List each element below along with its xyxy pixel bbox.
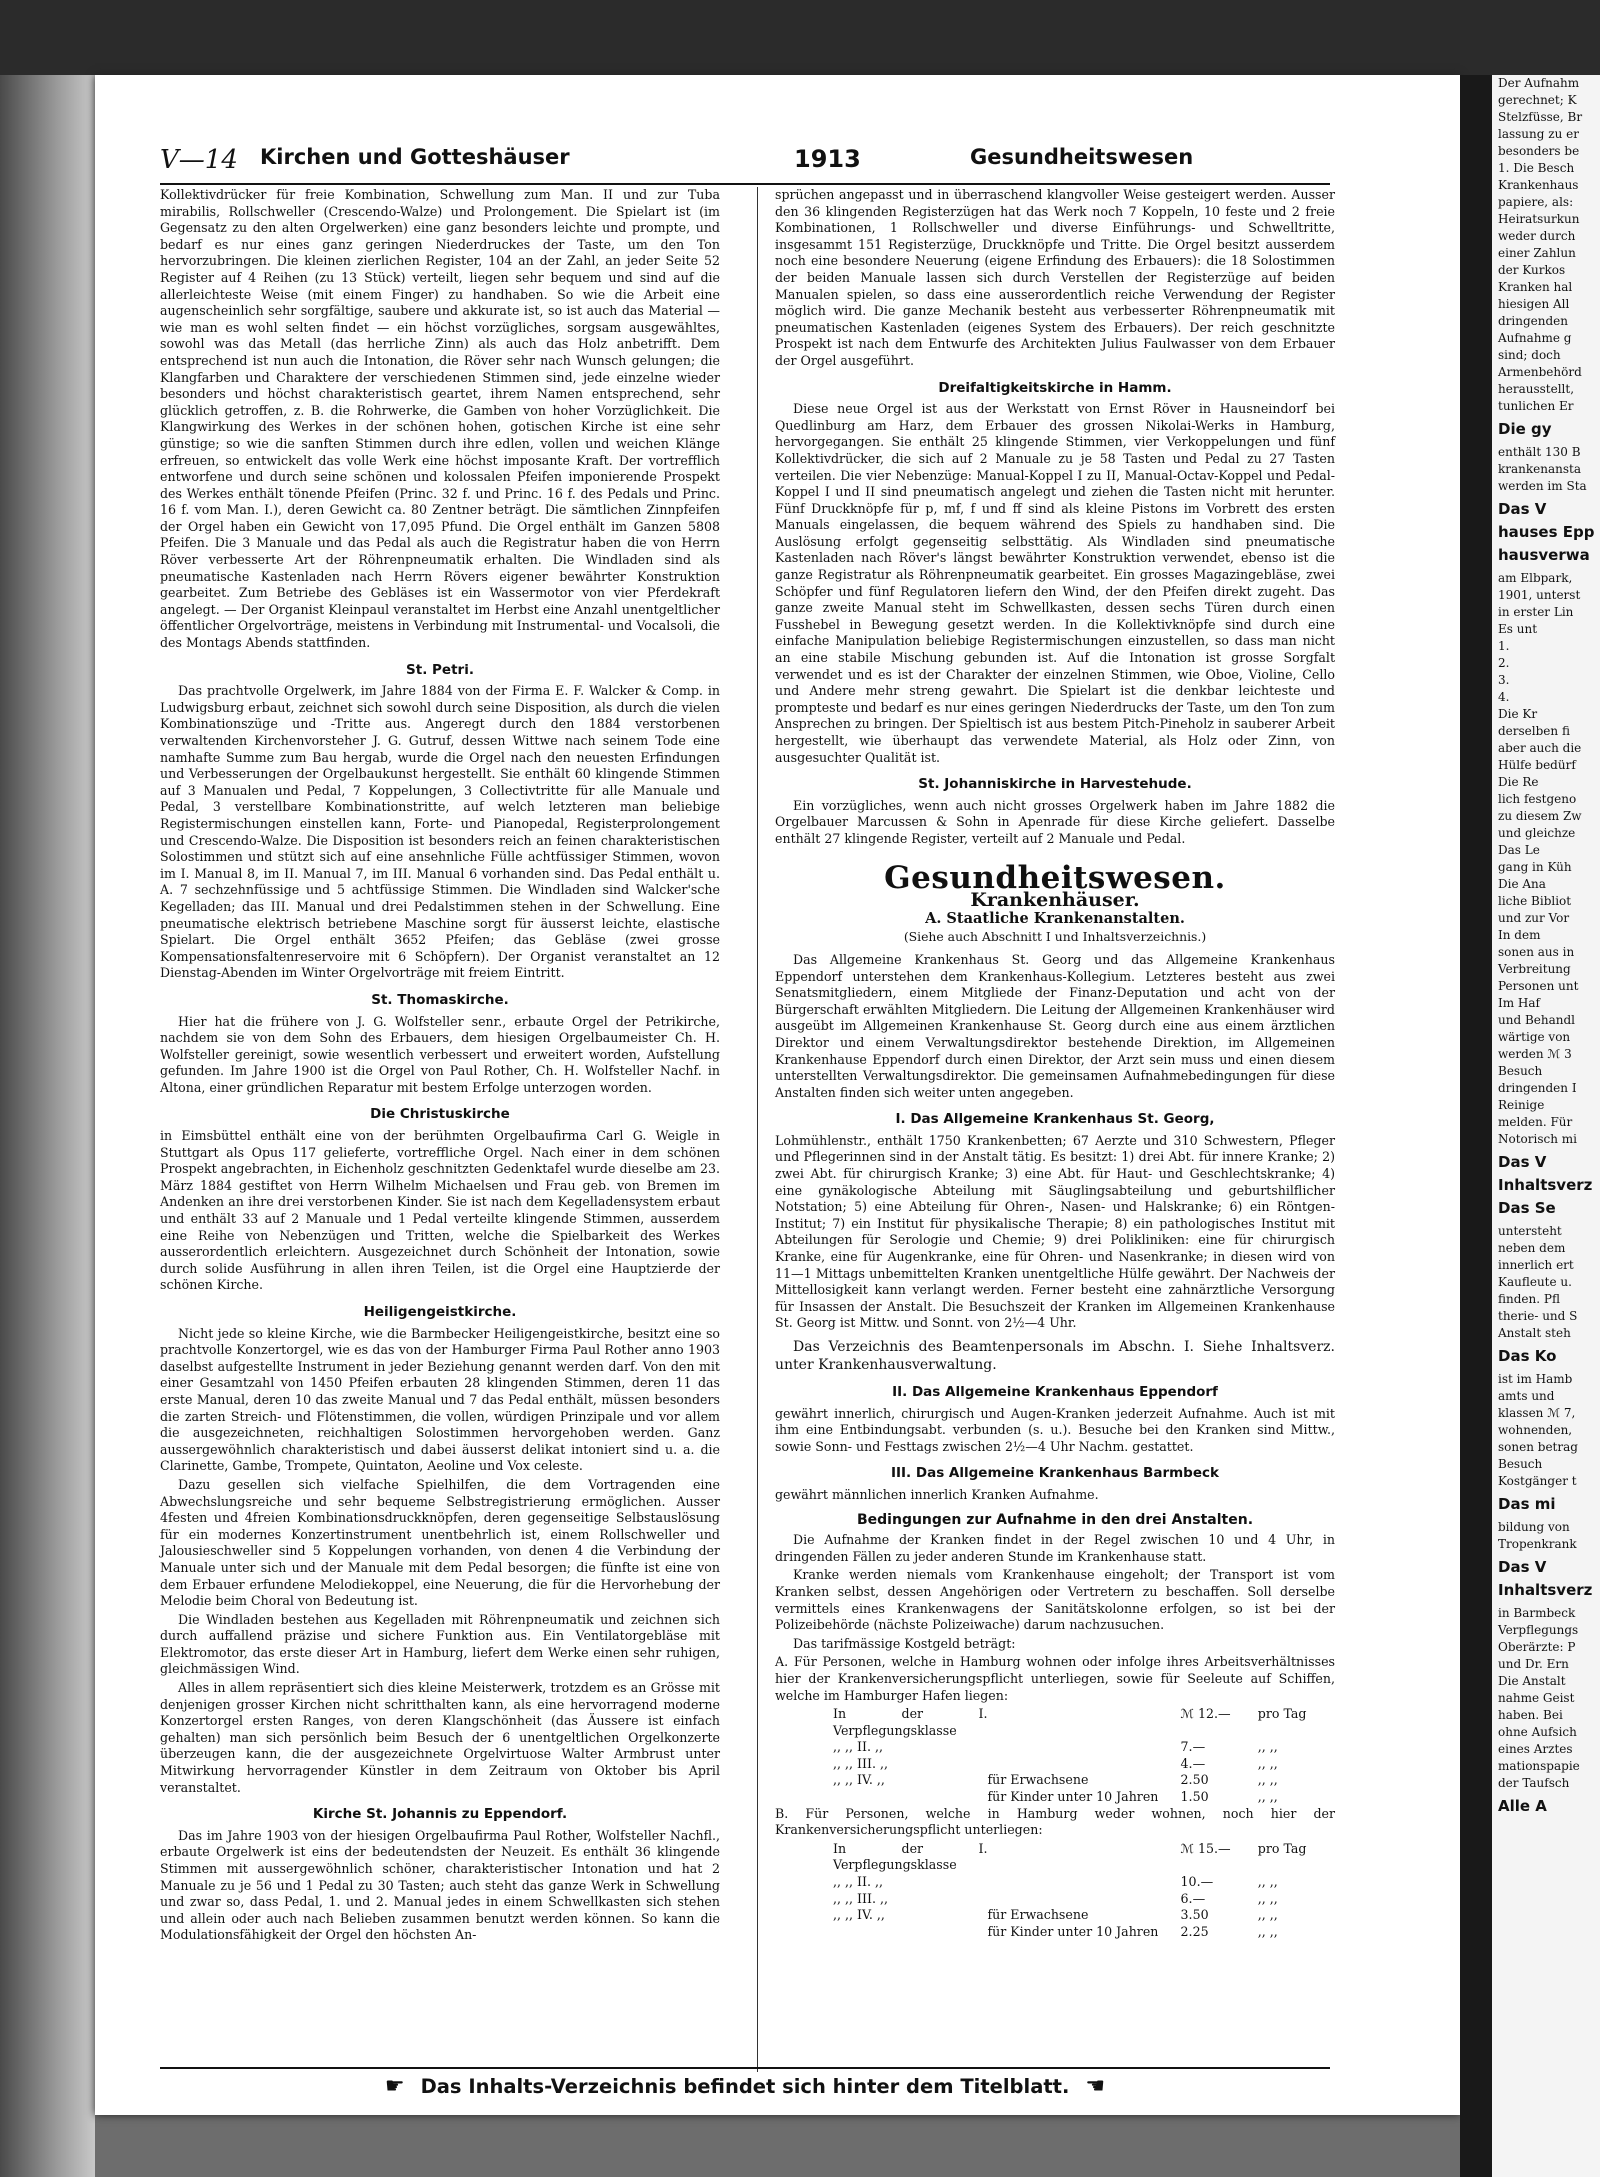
paragraph: Nicht jede so kleine Kirche, wie die Barmbecker Heiligengeistkirche, besitzt eine so prachtvolle Konzertorgel, wie es das von der Hamburger Firma Paul Rother anno 1903 daselbst aufgestellte Instrument in jeder Beziehung genannt werden darf. Von den mit einer Gesamtzahl von 1450 Pfeifen erbauten 28 klingenden Stimmen, deren 11 das erste Manual, deren 10 das zweite Manual und 7 das Pedal enthält, müssen besonders die zarten Streich- und Flötenstimmen, die vollen, würdigen Prinzipale und vor allem die ausgezeichneten, reichhaltigen Solostimmen hervorgehoben werden. Ganz aussergewöhnlich charakteristisch und dabei äusserst delikat intoniert sind u. a. die Clarinette, Gambe, Trompete, Quintaton, Aeoline und Vox celeste. bbox=[160, 1325, 720, 1474]
adjacent-page-text-fragment: Das mi bbox=[1498, 1495, 1556, 1513]
adjacent-page-text-fragment: in erster Lin bbox=[1498, 605, 1574, 619]
footer-notice: Das Inhalts-Verzeichnis befindet sich hinter dem Titelblatt. bbox=[420, 2075, 1070, 2098]
adjacent-page-text-fragment: bildung von bbox=[1498, 1520, 1570, 1534]
adjacent-page-text-fragment: tunlichen Er bbox=[1498, 399, 1574, 413]
adjacent-page-text-fragment: Das V bbox=[1498, 1153, 1547, 1171]
adjacent-page-text-fragment: liche Bibliot bbox=[1498, 894, 1572, 908]
adjacent-page-text-fragment: hausverwa bbox=[1498, 546, 1590, 564]
section-heading: Die Christuskirche bbox=[370, 1106, 510, 1123]
fee-unit: ,, ,, bbox=[1257, 1907, 1278, 1923]
fee-amount: ℳ 15.— bbox=[1180, 1840, 1231, 1856]
fee-category bbox=[987, 1706, 1180, 1739]
adjacent-page-text-fragment: Kostgänger t bbox=[1498, 1474, 1577, 1488]
fee-clause-a: A. Für Personen, welche in Hamburg wohnen oder infolge ihres Arbeitsverhältnisses hier der Krankenversicherungspflicht unterliegen, sowie für Seeleute auf Schiffen, welche im Hamburger Hafen liegen: bbox=[775, 1654, 1335, 1703]
fee-category bbox=[987, 1756, 1180, 1773]
paragraph: Alles in allem repräsentiert sich dies kleine Meisterwerk, trotzdem es an Grösse mit denjenigen grosser Kirchen nicht schritthalten kann, als eine hervorragend moderne Konzertorgel ersten Ranges, von deren Klangschönheit (das Äussere ist einfach gehalten) man sich persönlich beim Besuch der 6 unentgeltlichen Orgelkonzerte überzeugen kann, die der ausgezeichnete Orgelvirtuose Walter Armbrust unter Mitwirkung hervorragender Künstler in dem Zeitraum von Oktober bis April veranstaltet. bbox=[160, 1680, 720, 1795]
adjacent-page-text-fragment: gerechnet; K bbox=[1498, 93, 1577, 107]
fee-category bbox=[987, 1841, 1180, 1874]
adjacent-page-text-fragment: Besuch bbox=[1498, 1457, 1543, 1471]
adjacent-page-text-fragment: klassen ℳ 7, bbox=[1498, 1406, 1576, 1420]
paragraph: Das im Jahre 1903 von der hiesigen Orgelbaufirma Paul Rother, Wolfsteller Nachfl., erbaute Orgelwerk ist eins der bedeutendsten der Neuzeit. Es enthält 36 klingende Stimmen mit aussergewöhnlich schöner, charakteristischer Intonation und hat 2 Manuale zu je 56 und 1 Pedal zu 30 Tasten; auch steht das ganze Werk in Schwellung und zwar so, dass Pedal, 1. und 2. Manual jedes in einem Schwellkasten sich stehen und allein oder auch nach Belieben zusammen benutzt werden können. So kann die Modulationsfähigkeit der Orgel den höchsten An- bbox=[160, 1827, 720, 1943]
paragraph: Diese neue Orgel ist aus der Werkstatt von Ernst Röver in Hausneindorf bei Quedlinburg am Harz, dem Erbauer des grossen Nikolai-Werks in Hamburg, hervorgegangen. Sie enthält 25 klingende Stimmen, vier Verkoppelungen und fünf Kollektivdrücker, die sich auf 2 Manuale zu je 58 Tasten und Pedal zu 27 Tasten verteilen. Die vier Nebenzüge: Manual-Koppel I zu II, Manual-Octav-Koppel und Pedal-Koppel I und II sind pneumatisch angelegt und ziehen die Tasten nicht mit herunter. Fünf Druckknöpfe für p, mf, f und ff sind als kleine Pistons im Vorbrett des ersten Manuals eingelassen, die bequem während des Spiels zu handhaben sind. Die Auslösung erfolgt gegenseitig selbsttätig. Als Windladen sind pneumatische Kastenladen nach Röver's längst bewährter Konstruktion verwendet, ebenso ist die ganze Registratur als Röhrenpneumatik gearbeitet. Ein grosses Magazingebläse, zwei Schöpfer und fünf Regulatoren liefern den Wind, der den Pfeifen direkt zugeht. Das ganze zweite Manual steht im Schwellkasten, dessen sechs Türen durch einen Fusshebel in Bewegung gesetzt werden. In die Kollektivknöpfe sind durch eine einfache Manipulation beliebige Registermischungen einzustellen, so dass man nicht an eine stabile Mischung gebunden ist. Auf die Intonation ist grosse Sorgfalt verwendet und es ist der Charakter der einzelnen Stimmen, wie Oboe, Violine, Cello und Andere mehr streng gewahrt. Die Spielart ist die denkbar leichteste und prompteste und bedarf es nur eines geringen Niederdrucks der Taste, um den Ton zum Ansprechen zu bringen. Der Spieltisch ist aus bestem Pitch-Pineholz in sauberer Arbeit hergestellt, wie überhaupt das verwendete Material, als Holz oder Zinn, von ausgesuchter Qualität ist. bbox=[775, 401, 1335, 765]
fee-category: für Kinder unter 10 Jahren bbox=[987, 1923, 1159, 1939]
fee-unit: ,, ,, bbox=[1257, 1923, 1278, 1939]
newspaper-page bbox=[95, 75, 1460, 2115]
scan-background-top bbox=[0, 0, 1600, 75]
paragraph: in Eimsbüttel enthält eine von der berühmten Orgelbaufirma Carl G. Weigle in Stuttgart als Opus 117 gelieferte, vortreffliche Orgel. Nach einer in dem schönen Prospekt angebrachten, in Eichenholz geschnitzten Gedenktafel wurde dieselbe am 23. März 1884 gestiftet von Herrn Wilhelm Michaelsen und Frau geb. von Bremen im Andenken an ihre drei verstorbenen Kinder. Sie ist nach dem Kegelladensystem erbaut und enthält 33 auf 2 Manuale und 1 Pedal verteilte klingende Stimmen, ausserdem eine Reihe von Nebenzügen und Tritten, welche die Spielbarkeit des Werkes ausserordentlich erleichtern. Ausgezeichnet durch Schönheit der Intonation, sowie durch solide Ausführung in allen ihren Teilen, ist die Orgel eine Hauptzierde der schönen Kirche. bbox=[160, 1128, 720, 1293]
adjacent-page-text-fragment: Inhaltsverz bbox=[1498, 1581, 1593, 1599]
fee-category: für Erwachsene bbox=[987, 1772, 1089, 1788]
adjacent-page-text-fragment: besonders be bbox=[1498, 144, 1580, 158]
section-heading: Dreifaltigkeitskirche in Hamm. bbox=[938, 379, 1172, 396]
section-heading: St. Johanniskirche in Harvestehude. bbox=[918, 776, 1192, 793]
adjacent-page-text-fragment: melden. Für bbox=[1498, 1115, 1573, 1129]
adjacent-page-text-fragment: Personen unt bbox=[1498, 979, 1579, 993]
fee-class: ,, ,, II. ,, bbox=[833, 1739, 883, 1755]
adjacent-page-text-fragment: haben. Bei bbox=[1498, 1708, 1563, 1722]
adjacent-page-text-fragment: innerlich ert bbox=[1498, 1258, 1574, 1272]
adjacent-page-text-fragment: Inhaltsverz bbox=[1498, 1176, 1593, 1194]
paragraph: Hier hat die frühere von J. G. Wolfsteller senr., erbaute Orgel der Petrikirche, nachdem sie von dem Sohn des Erbauers, dem hiesigen Orgelbaumeister Ch. H. Wolfsteller gereinigt, sowie wesentlich verbessert und erweitert worden, Aufstellung gefunden. Im Jahre 1900 ist die Orgel von Paul Rother, Ch. H. Wolfsteller Nachf. in Altona, einer gründlichen Reparatur mit bestem Erfolge unterzogen worden. bbox=[160, 1013, 720, 1095]
adjacent-page-text-fragment: In dem bbox=[1498, 928, 1541, 942]
fee-amount: 1.50 bbox=[1180, 1789, 1209, 1805]
fee-row bbox=[775, 1841, 1335, 1874]
subsection-heading: A. Staatliche Krankenanstalten. bbox=[925, 909, 1185, 927]
scan-background-left bbox=[0, 75, 95, 2177]
adjacent-page-text-fragment: therie- und S bbox=[1498, 1309, 1578, 1323]
paragraph: Lohmühlenstr., enthält 1750 Krankenbetten; 67 Aerzte und 310 Schwestern, Pfleger und Pflegerinnen sind in der Anstalt tätig. Es besitzt: 1) drei Abt. für innere Kranke; 2) zwei Abt. für chirurgisch Kranke; 3) eine Abt. für Haut- und Geschlechtskranke; 4) eine gynäkologische Abteilung mit Säuglingsabteilung und geburtshilflicher Notstation; 5) eine Abteilung für Ohren-, Nasen- und Halskranke; 6) ein Röntgen-Institut; 7) ein Institut für physikalische Therapie; 8) ein pathologisches Institut mit Abteilungen für Serologie und Chemie; 9) drei Polikliniken: eine für chirurgisch Kranke, eine für Augenkranke, eine für Ohren- und Nasenkranke; in diesen wird von 11—1 Mittags unbemittelten Kranken unentgeltliche Hülfe gewährt. Der Nachweis der Mittellosigkeit kann verlangt werden. Ferner besteht eine zahnärztliche Versorgung für Insassen der Anstalt. Die Besuchszeit der Kranken im Allgemeinen Krankenhause St. Georg ist Mittw. und Sonnt. von 2½—4 Uhr. bbox=[775, 1132, 1335, 1331]
fee-class: In der I. Verpflegungsklasse bbox=[833, 1840, 988, 1873]
adjacent-page-text-fragment: werden ℳ 3 bbox=[1498, 1047, 1572, 1061]
fee-class bbox=[833, 1924, 987, 1941]
fee-class: ,, ,, III. ,, bbox=[833, 1755, 888, 1771]
fee-unit: ,, ,, bbox=[1257, 1874, 1278, 1890]
adjacent-page-text-fragment: hiesigen All bbox=[1498, 297, 1570, 311]
section-heading: II. Das Allgemeine Krankenhaus Eppendorf bbox=[892, 1384, 1218, 1400]
chapter-title: Gesundheitswesen. bbox=[884, 859, 1226, 896]
fee-category bbox=[987, 1739, 1180, 1756]
adjacent-page-text-fragment: derselben fi bbox=[1498, 724, 1570, 738]
adjacent-page-text-fragment: sind; doch bbox=[1498, 348, 1561, 362]
section-heading: Kirche St. Johannis zu Eppendorf. bbox=[312, 1806, 568, 1823]
left-section-title: Kirchen und Gotteshäuser bbox=[260, 145, 570, 169]
adjacent-page-text-fragment: Verbreitung bbox=[1498, 962, 1571, 976]
adjacent-page-text-fragment: Anstalt steh bbox=[1498, 1326, 1571, 1340]
fee-amount: 3.50 bbox=[1180, 1907, 1209, 1923]
paragraph: Das tarifmässige Kostgeld beträgt: bbox=[793, 1635, 1016, 1651]
fee-class: In der I. Verpflegungsklasse bbox=[833, 1706, 988, 1738]
adjacent-page-text-fragment: eines Arztes bbox=[1498, 1742, 1573, 1756]
fee-amount: ℳ 12.— bbox=[1180, 1706, 1231, 1722]
column-divider bbox=[757, 187, 758, 2072]
book-gutter bbox=[1460, 75, 1492, 2177]
paragraph: gewährt männlichen innerlich Kranken Aufnahme. bbox=[775, 1486, 1099, 1502]
adjacent-page-text-fragment: aber auch die bbox=[1498, 741, 1582, 755]
fee-amount: 2.50 bbox=[1180, 1772, 1209, 1788]
paragraph: Kranke werden niemals vom Krankenhause eingeholt; der Transport ist vom Kranken selbst, dessen Angehörigen oder Vertretern zu beschaffen. Soll derselbe vermittels eines Krankenwagens der Sanitätskolonne erfolgen, so ist bei der Polizeibehörde (nächste Polizeiwache) darum nachzusuchen. bbox=[775, 1567, 1335, 1633]
adjacent-page-text-fragment: Oberärzte: P bbox=[1498, 1640, 1576, 1654]
adjacent-page-text-fragment: 1. bbox=[1498, 639, 1510, 653]
left-column bbox=[160, 187, 720, 1946]
paragraph: Das prachtvolle Orgelwerk, im Jahre 1884 von der Firma E. F. Walcker & Comp. in Ludwigsburg erbaut, zeichnet sich sowohl durch seine Disposition, als durch die vielen Kombinationszüge und -Tritte aus. Angeregt durch den 1884 verstorbenen verwaltenden Kirchenvorsteher J. G. Gutruf, dessen Wittwe nach seinem Tode eine namhafte Summe zum Bau hergab, wurde die Orgel nach den neuesten Erfindungen und Verbesserungen der Orgelbaukunst hergestellt. Sie enthält 60 klingende Stimmen auf 3 Manualen und Pedal, 7 Koppelungen, 3 Collectivtritte für alle Manuale und Pedal, 3 verstellbare Kombinationstritte, auf welch letzteren man beliebige Registermischungen einstellen kann, Forte- und Pianopedal, Registerprolongement und Crescendo-Walze. Die Disposition ist besonders reich an feinen charakteristischen Solostimmen und stützt sich auf eine ansehnliche Fülle achtfüssiger Stimmen, wovon im I. Manual 8, im II. Manual 7, im III. Manual 6 vorhanden sind. Das Pedal enthält u. A. 7 sechzehnfüssige und 5 achtfüssige Stimmen. Die Windladen sind Walcker'sche Kegelladen; das III. Manual und drei Pedalstimmen stehen in der Schwellung. Eine pneumatische elektrisch betriebene Maschine sorgt für äusserst leichte, elastische Spielart. Die Orgel enthält 3652 Pfeifen; das Gebläse (zwei grosse Kompensationsfaltenreservoire mit 6 Schöpfern). Der Organist veranstaltet an 12 Dienstag-Abenden im Winter Orgelvorträge mit freiem Eintritt. bbox=[160, 683, 720, 981]
adjacent-page-text-fragment: Das Le bbox=[1498, 843, 1540, 857]
adjacent-page-text-fragment: und zur Vor bbox=[1498, 911, 1570, 925]
adjacent-page-text-fragment: enthält 130 B bbox=[1498, 445, 1581, 459]
fee-amount: 4.— bbox=[1180, 1755, 1206, 1771]
adjacent-page-text-fragment: Die Anstalt bbox=[1498, 1674, 1566, 1688]
fee-class: ,, ,, IV. ,, bbox=[833, 1772, 885, 1788]
adjacent-page-text-fragment: Besuch bbox=[1498, 1064, 1543, 1078]
pointing-hand-left-icon: ☚ bbox=[1085, 2074, 1106, 2099]
section-heading: I. Das Allgemeine Krankenhaus St. Georg, bbox=[895, 1111, 1215, 1128]
fee-row bbox=[775, 1874, 1335, 1891]
fee-unit: ,, ,, bbox=[1257, 1772, 1278, 1788]
right-column bbox=[775, 187, 1335, 1940]
fee-amount: 10.— bbox=[1180, 1874, 1214, 1890]
adjacent-page-text-fragment: untersteht bbox=[1498, 1224, 1562, 1238]
paragraph: sprüchen angepasst und in überraschend klangvoller Weise gesteigert werden. Ausser den 36 klingenden Registerzügen hat das Werk noch 7 Koppeln, 10 feste und 2 freie Kombinationen, 1 Rollschweller und diverse Einführungs- und Schwelltritte, insgesammt 151 Registerzüge, Druckknöpfe und Tritte. Die Orgel besitzt ausserdem noch eine besondere Neuerung (eigene Erfindung des Erbauers): die 18 Solostimmen der beiden Manuale lassen sich durch Verstellen der Registerzüge auf beiden Manualen spielen, so dass eine ausserordentlich reiche Verwendung der Register möglich wird. Die ganze Mechanik besteht aus verbesserter Röhrenpneumatik mit pneumatischen Kastenladen (eigenes System des Erbauers). Der reich geschnitzte Prospekt ist nach dem Entwurfe des Architekten Julius Faulwasser von dem Erbauer der Orgel ausgeführt. bbox=[775, 187, 1335, 368]
fee-class: ,, ,, IV. ,, bbox=[833, 1907, 885, 1923]
adjacent-page-text-fragment: mationspapie bbox=[1498, 1759, 1580, 1773]
paragraph: Das Verzeichnis des Beamtenpersonals im Abschn. I. Siehe Inhaltsverz. unter Krankenhausverwaltung. bbox=[775, 1339, 1335, 1373]
adjacent-page-text-fragment: Es unt bbox=[1498, 622, 1538, 636]
cross-reference-note: (Siehe auch Abschnitt I und Inhaltsverzeichnis.) bbox=[903, 929, 1207, 945]
adjacent-page-text-fragment: sonen betrag bbox=[1498, 1440, 1578, 1454]
adjacent-page-text-fragment: papiere, als: bbox=[1498, 195, 1574, 209]
adjacent-page-text-fragment: Stelzfüsse, Br bbox=[1498, 110, 1583, 124]
adjacent-page-text-fragment: Alle A bbox=[1498, 1797, 1547, 1815]
fee-unit: ,, ,, bbox=[1257, 1890, 1278, 1906]
adjacent-page-text-fragment: Der Aufnahm bbox=[1498, 76, 1580, 90]
adjacent-page-text-fragment: Die Ana bbox=[1498, 877, 1546, 891]
adjacent-page-text-fragment: Notorisch mi bbox=[1498, 1132, 1577, 1146]
adjacent-page-text-fragment: Hülfe bedürf bbox=[1498, 758, 1576, 772]
adjacent-page-text-fragment: Tropenkrank bbox=[1498, 1537, 1577, 1551]
adjacent-page-text-fragment: dringenden I bbox=[1498, 1081, 1577, 1095]
adjacent-page-edge bbox=[1492, 75, 1600, 2177]
fee-row bbox=[775, 1924, 1335, 1941]
section-heading: Bedingungen zur Aufnahme in den drei Anstalten. bbox=[856, 1511, 1254, 1528]
fee-category: für Erwachsene bbox=[987, 1907, 1089, 1923]
adjacent-page-text-fragment: hauses Epp bbox=[1498, 523, 1595, 541]
header-rule bbox=[160, 183, 1330, 185]
fee-unit: pro Tag bbox=[1257, 1840, 1307, 1856]
section-heading: St. Petri. bbox=[406, 661, 474, 678]
adjacent-page-text-fragment: Reinige bbox=[1498, 1098, 1545, 1112]
paragraph: gewährt innerlich, chirurgisch und Augen-Kranken jederzeit Aufnahme. Auch ist mit ihm eine Entbindungsabt. verbunden (s. u.). Besuche bei den Kranken sind Mittw., sowie Sonn- und Festtags zwischen 2½—4 Uhr Nachm. gestattet. bbox=[775, 1405, 1335, 1454]
adjacent-page-text-fragment: lassung zu er bbox=[1498, 127, 1579, 141]
adjacent-page-text-fragment: zu diesem Zw bbox=[1498, 809, 1582, 823]
adjacent-page-text-fragment: ist im Hamb bbox=[1498, 1372, 1573, 1386]
adjacent-page-text-fragment: Heiratsurkun bbox=[1498, 212, 1580, 226]
fee-clause-b: B. Für Personen, welche in Hamburg weder wohnen, noch hier der Krankenversicherungspflicht unterliegen: bbox=[775, 1805, 1335, 1838]
year-label: 1913 bbox=[794, 145, 861, 173]
fee-unit: ,, ,, bbox=[1257, 1739, 1278, 1755]
adjacent-page-text-fragment: wärtige von bbox=[1498, 1030, 1571, 1044]
adjacent-page-text-fragment: und Behandl bbox=[1498, 1013, 1576, 1027]
adjacent-page-text-fragment: 4. bbox=[1498, 690, 1510, 704]
adjacent-page-text-fragment: amts und bbox=[1498, 1389, 1555, 1403]
adjacent-page-text-fragment: 1901, unterst bbox=[1498, 588, 1581, 602]
right-section-title: Gesundheitswesen bbox=[970, 145, 1194, 169]
adjacent-page-text-fragment: Das V bbox=[1498, 500, 1547, 518]
adjacent-page-text-fragment: Armenbehörd bbox=[1498, 365, 1582, 379]
paragraph: Dazu gesellen sich vielfache Spielhilfen, die dem Vortragenden eine Abwechslungsreiche und sehr bequeme Selbstregistrierung ermöglichen. Ausser 4festen und 4freien Kombinationsdruckknöpfen, deren gegenseitige Selbstauslösung für ein modernes Konzertinstrument unentbehrlich ist, einem Rollschweller und Jalousieschweller sind 5 Koppelungen vorhanden, von denen 4 die Verbindung der Manuale unter sich und der Manuale mit dem Pedal besorgen; die fünfte ist eine von dem Erbauer erfundene Melodiekoppel, eine Neuerung, die für die Hervorhebung der Melodie beim Choral von Bedeutung ist. bbox=[160, 1476, 720, 1609]
paragraph: Die Aufnahme der Kranken findet in der Regel zwischen 10 und 4 Uhr, in dringenden Fällen zu jeder anderen Stunde im Krankenhause statt. bbox=[775, 1532, 1335, 1564]
fee-row bbox=[775, 1706, 1335, 1739]
fee-category: für Kinder unter 10 Jahren bbox=[987, 1789, 1159, 1805]
adjacent-page-text-fragment: 3. bbox=[1498, 673, 1510, 687]
fee-table-a bbox=[775, 1706, 1335, 1806]
adjacent-page-text-fragment: Krankenhaus bbox=[1498, 178, 1579, 192]
page-header bbox=[160, 145, 1325, 181]
fee-row bbox=[775, 1907, 1335, 1924]
paragraph: Kollektivdrücker für freie Kombination, Schwellung zum Man. II und zur Tuba mirabilis, Rollschweller (Crescendo-Walze) und Prolongement. Die Spielart ist (im Gegensatz zu den alten Orgelwerken) eine ganz besonders leichte und prompte, und bedarf es nur eines ganz geringen Niederdruckes der Taste, um den Ton hervorzubringen. Die kleinen zierlichen Register, 104 an der Zahl, an jeder Seite 52 Register auf 4 Reihen (zu 13 Stück) verteilt, liegen sehr bequem und sind auf die allerleichteste Weise (mit einem Finger) zu handhaben. So wie die Arbeit eine augenscheinlich sehr sorgfältige, saubere und akkurate ist, so ist auch das Material — wie man es wohl selten findet — ein höchst vorzügliches, sorgsam ausgewähltes, sowohl was das Metall (das herrliche Zinn) als auch das Holz anbetrifft. Dem entsprechend ist nun auch die Intonation, die Röver sehr nach Wunsch gelungen; die Klangfarben und Charaktere der verschiedenen Stimmen sind, jede einzelne wieder besonders und höchst charakteristisch geartet, ihrem Namen entsprechend, sehr glücklich getroffen, z. B. die Rohrwerke, die Gamben von hoher Vorzüglichkeit. Die Klangwirkung des Werkes in der schönen hohen, gotischen Kirche ist eine sehr günstige; so wie die sanften Stimmen durch ihre edlen, vollen und weichen Klänge erfreuen, so entwickelt das volle Werk eine höchst imposante Kraft. Der vortrefflich entworfene und durch seine schönen und kolossalen Pfeifen imponierende Prospekt des Werkes enthält tönende Pfeifen (Princ. 32 f. und Princ. 16 f. des Pedals und Princ. 16 f. vom Man. I.), deren Gewicht ca. 80 Zentner beträgt. Die sämtlichen Zinnpfeifen der Orgel haben ein Gewicht von 17,095 Pfund. Die Orgel enthält im Ganzen 5808 Pfeifen. Die 3 Manuale und das Pedal als auch die Registratur haben die von Herrn Röver verbesserte Art der Röhrenpneumatik erhalten. Die Windladen sind als pneumatische Kastenladen nach Herrn Rövers eigener bewährter Konstruktion gearbeitet. Zum Betriebe des Gebläses ist ein Wassermotor von vier Pferdekraft angelegt. — Der Organist Kleinpaul veranstaltet im Herbst eine Anzahl unentgeltlicher öffentlicher Orgelvorträge, meistens in Verbindung mit Instrumental- und Vocalsoli, die des Montags Abends stattfinden. bbox=[160, 187, 720, 651]
adjacent-page-text-fragment: Die Re bbox=[1498, 775, 1539, 789]
adjacent-page-text-fragment: ohne Aufsich bbox=[1498, 1725, 1577, 1739]
fee-category bbox=[987, 1874, 1180, 1891]
adjacent-page-text-fragment: sonen aus in bbox=[1498, 945, 1575, 959]
fee-amount: 6.— bbox=[1180, 1890, 1206, 1906]
section-heading: St. Thomaskirche. bbox=[371, 991, 509, 1008]
paragraph: Ein vorzügliches, wenn auch nicht grosses Orgelwerk haben im Jahre 1882 die Orgelbauer Marcussen & Sohn in Apenrade für diese Kirche geliefert. Dasselbe enthält 27 klingende Register, verteilt auf 2 Manuale und Pedal. bbox=[775, 797, 1335, 846]
fee-amount: 2.25 bbox=[1180, 1923, 1209, 1939]
fee-row bbox=[775, 1756, 1335, 1773]
adjacent-page-text-fragment: 1. Die Besch bbox=[1498, 161, 1575, 175]
section-heading: III. Das Allgemeine Krankenhaus Barmbeck bbox=[890, 1465, 1219, 1482]
adjacent-page-text-fragment: Das Ko bbox=[1498, 1347, 1557, 1365]
adjacent-page-text-fragment: weder durch bbox=[1498, 229, 1576, 243]
fee-row bbox=[775, 1789, 1335, 1806]
adjacent-page-text-fragment: einer Zahlun bbox=[1498, 246, 1576, 260]
adjacent-page-text-fragment: wohnenden, bbox=[1498, 1423, 1573, 1437]
adjacent-page-text-fragment: Die gy bbox=[1498, 420, 1552, 438]
adjacent-page-text-fragment: Das V bbox=[1498, 1558, 1547, 1576]
adjacent-page-text-fragment: lich festgeno bbox=[1498, 792, 1577, 806]
chapter-subtitle: Krankenhäuser. bbox=[970, 889, 1140, 912]
adjacent-page-text-fragment: am Elbpark, bbox=[1498, 571, 1573, 585]
adjacent-page-text-fragment: finden. Pfl bbox=[1498, 1292, 1560, 1306]
fee-class: ,, ,, III. ,, bbox=[833, 1890, 888, 1906]
adjacent-page-text-fragment: in Barmbeck bbox=[1498, 1606, 1576, 1620]
fee-row bbox=[775, 1739, 1335, 1756]
fee-amount: 7.— bbox=[1180, 1739, 1206, 1755]
fee-row bbox=[775, 1891, 1335, 1908]
adjacent-page-text-fragment: krankenansta bbox=[1498, 462, 1582, 476]
adjacent-page-text-fragment: Die Kr bbox=[1498, 707, 1538, 721]
fee-unit: ,, ,, bbox=[1257, 1755, 1278, 1771]
fee-unit: pro Tag bbox=[1257, 1706, 1307, 1722]
adjacent-page-text-fragment: Kranken hal bbox=[1498, 280, 1573, 294]
fee-unit: ,, ,, bbox=[1257, 1789, 1278, 1805]
page-number: V—14 bbox=[160, 145, 238, 175]
section-heading: Heiligengeistkirche. bbox=[363, 1304, 517, 1320]
adjacent-page-text-fragment: 2. bbox=[1498, 656, 1510, 670]
fee-class: ,, ,, II. ,, bbox=[833, 1874, 883, 1890]
adjacent-page-text-fragment: neben dem bbox=[1498, 1241, 1566, 1255]
page-footer bbox=[160, 2067, 1330, 2105]
fee-class bbox=[833, 1789, 987, 1806]
adjacent-page-text-fragment: der Kurkos bbox=[1498, 263, 1566, 277]
adjacent-page-text-fragment: herausstellt, bbox=[1498, 382, 1575, 396]
adjacent-page-text-fragment: Im Haf bbox=[1498, 996, 1540, 1010]
adjacent-page-text-fragment: nahme Geist bbox=[1498, 1691, 1575, 1705]
adjacent-page-text-fragment: werden im Sta bbox=[1498, 479, 1587, 493]
adjacent-page-text-fragment: Kaufleute u. bbox=[1498, 1275, 1572, 1289]
adjacent-page-text-fragment: dringenden bbox=[1498, 314, 1569, 328]
paragraph: Die Windladen bestehen aus Kegelladen mit Röhrenpneumatik und zeichnen sich durch auffallend präzise und sichere Funktion aus. Ein Ventilatorgebläse mit Elektromotor, das erste dieser Art in Hamburg, liefert dem Werke einen sehr ruhigen, gleichmässigen Wind. bbox=[160, 1611, 720, 1677]
adjacent-page-text-fragment: Das Se bbox=[1498, 1199, 1556, 1217]
adjacent-page-text-fragment: und gleichze bbox=[1498, 826, 1576, 840]
adjacent-page-text-fragment: und Dr. Ern bbox=[1498, 1657, 1569, 1671]
adjacent-page-text-fragment: Aufnahme g bbox=[1498, 331, 1572, 345]
adjacent-page-text-fragment: gang in Küh bbox=[1498, 860, 1572, 874]
fee-row bbox=[775, 1772, 1335, 1789]
adjacent-page-text-fragment: Verpflegungs bbox=[1498, 1623, 1579, 1637]
fee-category bbox=[987, 1891, 1180, 1908]
adjacent-page-text-fragment: der Taufsch bbox=[1498, 1776, 1570, 1790]
paragraph: Das Allgemeine Krankenhaus St. Georg und das Allgemeine Krankenhaus Eppendorf unterstehen dem Krankenhaus-Kollegium. Letzteres besteht aus zwei Senatsmitgliedern, einem Mitgliede der Finanz-Deputation und acht von der Bürgerschaft erwählten Mitgliedern. Die Leitung der Allgemeinen Krankenhäuser wird ausgeübt im Allgemeinen Krankenhause St. Georg durch eine aus einem ärztlichen Direktor und einem Verwaltungsdirektor bestehende Direktion, im Allgemeinen Krankenhause Eppendorf durch einen Direktor, der Arzt sein muss und einen diesem unterstellten Verwaltungsdirektor. Die gemeinsamen Aufnahmebedingungen für diese Anstalten finden sich weiter unten angegeben. bbox=[775, 951, 1335, 1100]
pointing-hand-right-icon: ☛ bbox=[384, 2074, 405, 2099]
fee-table-b bbox=[775, 1841, 1335, 1941]
